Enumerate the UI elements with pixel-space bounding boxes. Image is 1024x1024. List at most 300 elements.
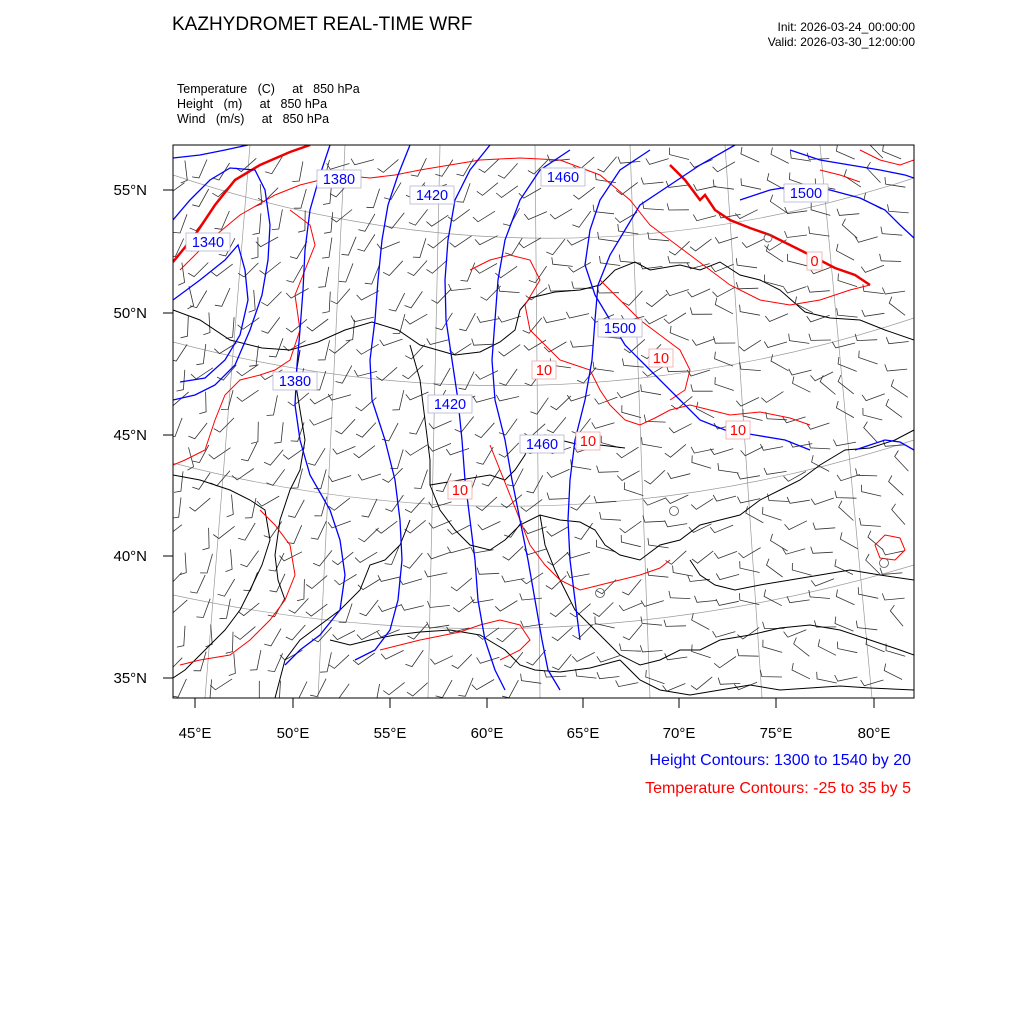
wind-barb <box>737 649 759 656</box>
wind-barb <box>789 369 812 375</box>
latitude-labels <box>113 182 147 687</box>
wind-barb <box>641 384 661 394</box>
wind-barb <box>161 525 182 537</box>
wind-barb <box>741 147 759 162</box>
wind-barb <box>264 450 283 465</box>
wind-barb <box>455 417 474 433</box>
wind-barb <box>403 553 422 568</box>
wind-barb <box>376 367 397 380</box>
wind-barb <box>504 521 522 537</box>
height-label <box>598 319 642 337</box>
wind-barb <box>313 550 332 566</box>
wind-barb <box>669 424 692 433</box>
wind-barb <box>643 366 665 377</box>
wind-barb <box>552 654 571 670</box>
wind-barb <box>793 377 811 393</box>
temp-label <box>576 432 600 450</box>
wind-barb <box>622 580 641 595</box>
wind-barb <box>794 638 810 657</box>
wind-barb <box>503 546 524 560</box>
svg-text:1460: 1460 <box>525 437 559 453</box>
wind-barb <box>392 390 404 410</box>
wind-barb <box>202 528 209 550</box>
wind-barb <box>200 554 212 573</box>
wind-barb <box>617 391 640 398</box>
wind-barb <box>572 652 595 661</box>
wind-barb <box>691 677 712 690</box>
wind-barb <box>346 320 355 341</box>
wind-barb <box>547 493 569 500</box>
wind-barb <box>573 187 594 199</box>
field-temperature: Temperature (C) at 850 hPa <box>177 82 360 96</box>
wind-barb <box>861 265 884 272</box>
wind-barb <box>696 402 714 418</box>
wind-barb <box>168 418 182 437</box>
svg-text:1380: 1380 <box>278 374 312 390</box>
wind-barb <box>399 579 422 585</box>
wind-barb <box>238 523 255 540</box>
wind-barb <box>862 310 885 316</box>
wind-barb <box>226 549 233 571</box>
svg-text:10: 10 <box>451 483 469 499</box>
temp-label <box>532 361 556 379</box>
wind-barb <box>597 466 619 473</box>
wind-barb <box>593 602 613 616</box>
wind-barb <box>257 496 279 506</box>
wind-barb <box>549 284 571 291</box>
wind-barb <box>664 620 686 627</box>
height-contour-legend: Height Contours: 1300 to 1540 by 20 <box>649 752 911 769</box>
wind-barb <box>895 451 909 472</box>
wind-barb <box>426 215 448 226</box>
wind-barb <box>837 642 857 653</box>
wind-barb <box>547 526 569 536</box>
wind-barb <box>430 656 453 665</box>
wind-barb <box>378 159 399 172</box>
wind-barb <box>405 344 425 359</box>
wind-barb <box>475 236 498 245</box>
wind-barb <box>446 448 469 455</box>
wind-barb <box>743 409 763 421</box>
wind-barb <box>377 242 400 250</box>
wind-barb <box>283 448 305 460</box>
wind-barb <box>690 160 713 168</box>
wind-barb <box>475 371 498 380</box>
wind-barb <box>501 495 522 508</box>
wind-barb <box>431 289 451 304</box>
wind-barb <box>835 675 858 681</box>
wind-barb <box>644 470 665 484</box>
wind-barb <box>355 552 377 562</box>
wind-barb <box>401 604 424 610</box>
wind-barb <box>237 390 259 401</box>
wind-barb <box>646 294 667 307</box>
wind-barb <box>886 337 908 344</box>
wind-barb <box>498 284 519 292</box>
wind-barb <box>856 621 877 630</box>
wind-barb <box>619 254 640 263</box>
wind-barb <box>495 601 517 612</box>
wind-barb <box>836 144 854 159</box>
wind-barb <box>621 535 641 547</box>
map-title: KAZHYDROMET REAL-TIME WRF <box>172 14 473 35</box>
wind-barb <box>784 287 807 293</box>
axis-ticks <box>163 190 874 708</box>
wind-barb <box>838 375 854 394</box>
wind-barb <box>882 593 904 600</box>
wind-barb <box>643 516 665 523</box>
wind-barb <box>668 472 691 478</box>
wind-barb <box>251 422 258 444</box>
wind-barb <box>177 626 185 647</box>
wind-barb <box>740 561 760 572</box>
wind-barb <box>294 189 306 208</box>
wind-barb <box>448 525 470 534</box>
wind-barb <box>356 344 378 354</box>
wind-barb <box>405 314 427 324</box>
wind-barb <box>884 664 902 680</box>
wind-barb <box>840 532 858 549</box>
wind-barb <box>694 184 717 190</box>
temp-label <box>448 481 472 499</box>
wind-barb <box>782 548 805 554</box>
wind-barb <box>327 163 350 169</box>
wind-barb <box>617 471 639 481</box>
wind-barb <box>425 571 448 577</box>
wind-barb <box>310 418 333 426</box>
wind-barb <box>811 498 834 505</box>
wind-barb <box>861 485 881 496</box>
wind-barb <box>836 244 854 260</box>
wind-barbs <box>161 138 909 704</box>
wind-barb <box>643 202 664 210</box>
wind-barb <box>333 446 356 454</box>
wind-barb <box>383 682 404 694</box>
wind-barb <box>787 596 810 603</box>
wind-barb <box>741 447 764 456</box>
wind-barb <box>764 590 782 606</box>
height-label <box>520 435 564 453</box>
svg-text:0: 0 <box>810 254 819 270</box>
wind-barb <box>174 471 183 492</box>
wind-barb <box>858 587 878 598</box>
wind-barb <box>860 518 881 526</box>
wind-barb <box>667 203 689 210</box>
wind-barb <box>571 459 592 469</box>
wind-barb <box>547 417 566 432</box>
wind-barb <box>551 396 571 410</box>
wind-barb <box>737 473 760 479</box>
wind-barb <box>691 384 713 391</box>
wind-barb <box>298 211 305 233</box>
wind-barb <box>715 237 738 243</box>
wind-barb <box>249 345 258 366</box>
lat-label-50: 50°N <box>113 305 147 322</box>
wind-barb <box>192 189 209 207</box>
wind-barb <box>690 308 712 315</box>
height-label <box>317 170 361 188</box>
wind-barb <box>286 319 307 332</box>
wind-barb <box>163 183 185 195</box>
wind-barb <box>472 680 494 690</box>
wind-barb <box>499 369 517 385</box>
wind-barb <box>882 288 905 295</box>
wind-barb <box>286 265 303 282</box>
wind-barb <box>280 552 303 561</box>
wind-barb <box>640 262 663 269</box>
wind-barb <box>765 314 788 322</box>
wind-barb <box>880 568 902 575</box>
wind-barb <box>718 463 739 473</box>
wind-barb <box>740 593 760 605</box>
wind-barb <box>227 495 234 517</box>
wind-barb <box>792 563 811 575</box>
wind-barb <box>181 316 189 338</box>
wind-barb <box>429 521 452 529</box>
wind-barb <box>357 630 380 639</box>
wind-barb <box>760 444 783 450</box>
wind-barb <box>691 499 713 510</box>
wind-barb <box>670 326 689 340</box>
wind-barb <box>436 680 453 698</box>
wind-barb <box>232 469 254 480</box>
wind-barb <box>550 209 572 219</box>
svg-text:1420: 1420 <box>433 397 467 413</box>
wind-barb <box>267 395 278 415</box>
wind-barb <box>688 289 711 297</box>
wind-barb <box>339 263 353 282</box>
wind-barb <box>809 590 830 599</box>
wind-barb <box>199 392 206 414</box>
wind-barb <box>190 575 205 593</box>
wind-barb <box>310 679 326 697</box>
wind-barb <box>342 237 357 255</box>
wind-barb <box>792 663 810 679</box>
svg-text:10: 10 <box>579 434 597 450</box>
wind-barb <box>162 658 182 672</box>
wind-barb <box>813 523 835 530</box>
wind-barb <box>357 291 380 300</box>
wind-barb <box>624 339 645 352</box>
map-frame <box>173 145 914 698</box>
wind-barb <box>453 600 474 612</box>
wind-barb <box>835 617 854 632</box>
wind-barb <box>552 257 573 266</box>
wind-barb <box>226 632 233 654</box>
wind-barb <box>220 599 231 619</box>
wind-barb <box>409 416 425 434</box>
wind-barb <box>771 147 789 163</box>
wind-barb <box>767 559 783 577</box>
wind-barb <box>673 566 693 577</box>
wind-barb <box>385 213 404 229</box>
wind-barb <box>710 449 733 455</box>
wind-barb <box>859 351 878 364</box>
wind-barb <box>647 568 668 577</box>
field-wind: Wind (m/s) at 850 hPa <box>177 112 330 126</box>
wind-barb <box>764 275 783 287</box>
wind-barb <box>427 338 450 344</box>
wind-barb <box>663 684 686 692</box>
wind-barb <box>833 440 856 446</box>
wind-barb <box>324 212 333 233</box>
wind-barb <box>616 183 638 195</box>
wind-barb <box>760 670 782 677</box>
lon-label-55: 55°E <box>373 725 407 742</box>
wind-barb <box>177 370 185 391</box>
wind-barb <box>546 239 565 255</box>
wind-barb <box>763 507 782 520</box>
wind-barb <box>261 317 279 333</box>
wind-barb <box>572 625 592 639</box>
height-label <box>428 395 472 413</box>
wind-barb <box>427 260 448 273</box>
wind-barb <box>665 520 688 526</box>
wind-barb <box>885 364 907 371</box>
wind-barb <box>449 284 471 291</box>
lon-label-80: 80°E <box>857 725 891 742</box>
wind-barb <box>479 159 500 173</box>
wind-barb <box>767 173 785 190</box>
wind-barb <box>543 317 566 323</box>
init-time: Init: 2026-03-24_00:00:00 <box>777 20 915 34</box>
wind-barb <box>665 653 688 660</box>
wind-barb <box>229 653 236 675</box>
temperature-contour-legend: Temperature Contours: -25 to 35 by 5 <box>645 780 911 797</box>
wind-barb <box>623 624 642 639</box>
wind-barb <box>333 631 356 640</box>
wind-barb <box>855 236 878 242</box>
wind-barb <box>507 469 523 487</box>
wind-barb <box>196 344 205 365</box>
wind-barb <box>881 227 902 236</box>
wind-barb <box>354 446 376 458</box>
wind-barb <box>844 169 861 187</box>
country-borders <box>173 262 914 698</box>
wind-barb <box>329 655 350 669</box>
wind-barb <box>713 336 735 343</box>
wind-barb <box>203 679 212 700</box>
wind-barb <box>413 238 426 257</box>
wind-barb <box>306 604 328 616</box>
lat-label-40: 40°N <box>113 548 147 565</box>
wind-barb <box>530 398 548 414</box>
wind-barb <box>389 293 405 311</box>
wind-barb <box>272 209 283 229</box>
wind-barb <box>643 498 666 505</box>
wind-barb <box>571 341 593 348</box>
wind-barb <box>741 178 761 189</box>
wind-barb <box>499 443 519 457</box>
wind-barb <box>567 552 590 558</box>
wind-barb <box>619 603 642 611</box>
wind-barb <box>711 264 734 272</box>
wind-barb <box>646 670 665 684</box>
wind-barb <box>292 161 303 181</box>
svg-text:1500: 1500 <box>789 186 823 202</box>
wind-barb <box>527 475 543 493</box>
wind-barb <box>764 468 787 474</box>
wind-barb <box>785 521 808 530</box>
wind-barb <box>710 525 733 533</box>
wind-barb <box>820 375 835 394</box>
wind-barb <box>785 231 808 237</box>
wind-barb <box>807 423 830 429</box>
wind-barb <box>241 443 257 461</box>
wind-barb <box>477 183 498 196</box>
lon-label-70: 70°E <box>662 725 696 742</box>
height-label <box>541 168 585 186</box>
wind-barb <box>475 423 495 438</box>
svg-text:1340: 1340 <box>191 235 225 251</box>
wind-barb <box>809 334 831 341</box>
wind-barb <box>666 290 689 296</box>
wind-barb <box>385 546 400 565</box>
wind-barb <box>550 603 571 616</box>
wind-barb <box>329 340 350 353</box>
svg-text:10: 10 <box>652 351 670 367</box>
wind-barb <box>617 447 639 458</box>
wind-barb <box>269 338 283 357</box>
wind-barb <box>405 498 425 513</box>
wind-barb <box>646 158 669 164</box>
wind-barb <box>738 548 760 558</box>
wind-barb <box>354 370 377 376</box>
wind-barb <box>521 674 542 684</box>
wind-barb <box>521 499 543 511</box>
wind-barb <box>405 650 423 667</box>
wind-barb <box>458 678 473 696</box>
wind-barb <box>809 441 830 449</box>
wind-barb <box>435 160 453 177</box>
wind-barb <box>215 288 230 306</box>
wind-barb <box>268 653 283 671</box>
wind-barb <box>523 318 542 333</box>
wind-barb <box>622 405 641 417</box>
wind-barb <box>449 344 471 355</box>
wind-barb <box>473 396 496 402</box>
wind-barb <box>291 682 307 700</box>
wind-barb <box>260 262 281 275</box>
wind-barb <box>406 392 429 400</box>
wind-barb <box>497 628 517 642</box>
height-label <box>410 186 454 204</box>
lon-label-75: 75°E <box>759 725 793 742</box>
wind-barb <box>837 475 860 481</box>
wind-barb <box>885 177 906 187</box>
wind-barb <box>886 399 902 417</box>
wind-barb <box>376 521 398 533</box>
wind-barb <box>210 679 232 690</box>
wind-barb <box>429 421 452 429</box>
wind-barb <box>713 180 734 190</box>
wind-barb <box>880 254 902 262</box>
wind-barb <box>693 215 716 221</box>
wind-barb <box>576 669 597 678</box>
wind-barb <box>378 605 401 612</box>
wind-barb <box>889 297 905 316</box>
wind-barb <box>863 408 882 420</box>
wind-barb <box>405 445 427 456</box>
temp-label <box>726 421 750 439</box>
wind-barb <box>287 525 302 543</box>
wind-barb <box>597 286 619 293</box>
wind-barb <box>362 499 377 517</box>
wind-barb <box>524 340 546 350</box>
wind-barb <box>867 162 881 183</box>
wind-barb <box>434 368 451 385</box>
wind-barb <box>472 339 494 346</box>
